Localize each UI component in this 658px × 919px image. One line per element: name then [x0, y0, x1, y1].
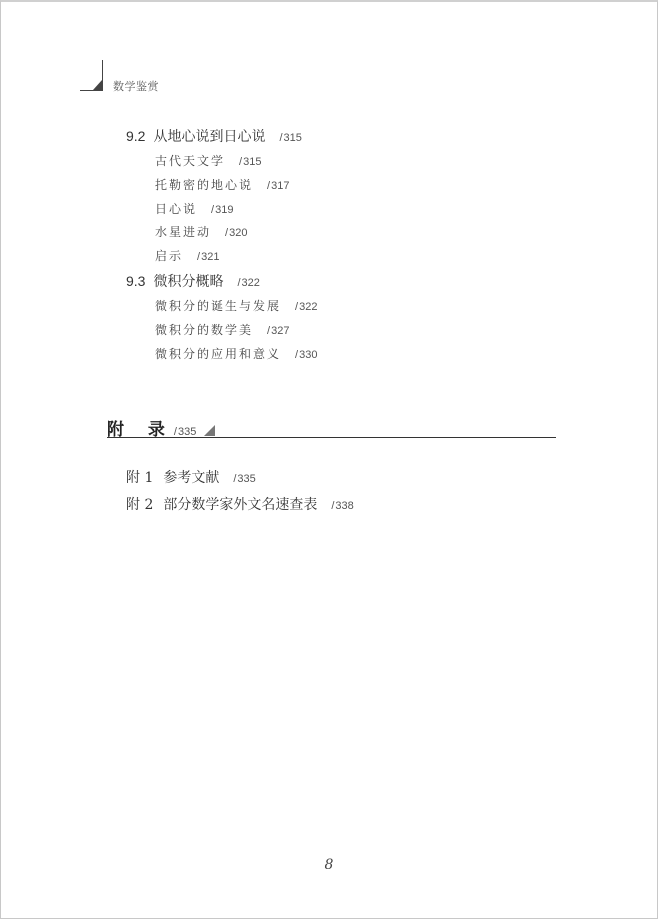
subentry-page: 322 [299, 301, 318, 313]
page-separator: / [295, 301, 299, 313]
appendix-item-page: 338 [335, 500, 354, 512]
section-page: 322 [241, 277, 260, 289]
subentry-page: 315 [243, 156, 262, 168]
section-title: 微积分概略 [153, 274, 224, 290]
page-separator: / [237, 277, 241, 289]
page-separator: / [239, 156, 243, 168]
section-title: 从地心说到日心说 [153, 129, 266, 145]
page-separator: / [211, 204, 215, 216]
page-separator: / [279, 132, 283, 144]
appendix-item-number: 附 1 [126, 470, 154, 486]
page-number: 8 [324, 857, 334, 873]
page-separator: / [267, 180, 271, 192]
triangle-marker-icon [204, 425, 215, 436]
subentry-title: 微积分的应用和意义 [155, 347, 282, 361]
appendix-item[interactable] [126, 467, 256, 487]
toc-subentry[interactable] [155, 223, 247, 240]
page-separator: / [331, 500, 335, 512]
appendix-item-number: 附 2 [126, 497, 154, 513]
subentry-title: 日心说 [155, 202, 198, 216]
subentry-page: 330 [299, 349, 318, 361]
page-separator: / [233, 473, 237, 485]
appendix-item-title: 参考文献 [163, 470, 220, 486]
appendix-divider [107, 437, 556, 438]
page-separator: / [267, 325, 271, 337]
toc-subentry[interactable] [155, 152, 261, 169]
subentry-title: 启示 [155, 249, 184, 263]
page-separator: / [173, 426, 177, 438]
appendix-item[interactable] [126, 494, 354, 514]
toc-section-9-3[interactable] [126, 271, 260, 291]
subentry-page: 320 [229, 227, 248, 239]
subentry-page: 321 [201, 251, 220, 263]
subentry-page: 319 [215, 204, 234, 216]
toc-section-9-2[interactable] [126, 126, 302, 146]
toc-subentry[interactable] [155, 297, 317, 314]
subentry-title: 水星进动 [155, 225, 212, 239]
section-number: 9.2 [126, 128, 146, 144]
toc-subentry[interactable] [155, 345, 317, 362]
appendix-title: 附 录 [107, 420, 174, 440]
section-page: 315 [283, 132, 302, 144]
running-header-title: 数学鉴赏 [113, 80, 159, 93]
page-separator: / [225, 227, 229, 239]
page-separator: / [197, 251, 201, 263]
toc-subentry[interactable] [155, 200, 233, 217]
section-number: 9.3 [126, 273, 146, 289]
subentry-title: 微积分的数学美 [155, 323, 254, 337]
appendix-item-page: 335 [237, 473, 256, 485]
page-separator: / [295, 349, 299, 361]
subentry-page: 317 [271, 180, 290, 192]
header-corner-triangle [93, 80, 102, 90]
subentry-title: 托勒密的地心说 [155, 178, 254, 192]
subentry-title: 古代天文学 [155, 154, 226, 168]
toc-subentry[interactable] [155, 176, 289, 193]
toc-subentry[interactable] [155, 247, 219, 264]
subentry-title: 微积分的诞生与发展 [155, 299, 282, 313]
appendix-page: 335 [177, 426, 197, 438]
toc-subentry[interactable] [155, 321, 289, 338]
appendix-item-title: 部分数学家外文名速查表 [163, 497, 318, 513]
subentry-page: 327 [271, 325, 290, 337]
